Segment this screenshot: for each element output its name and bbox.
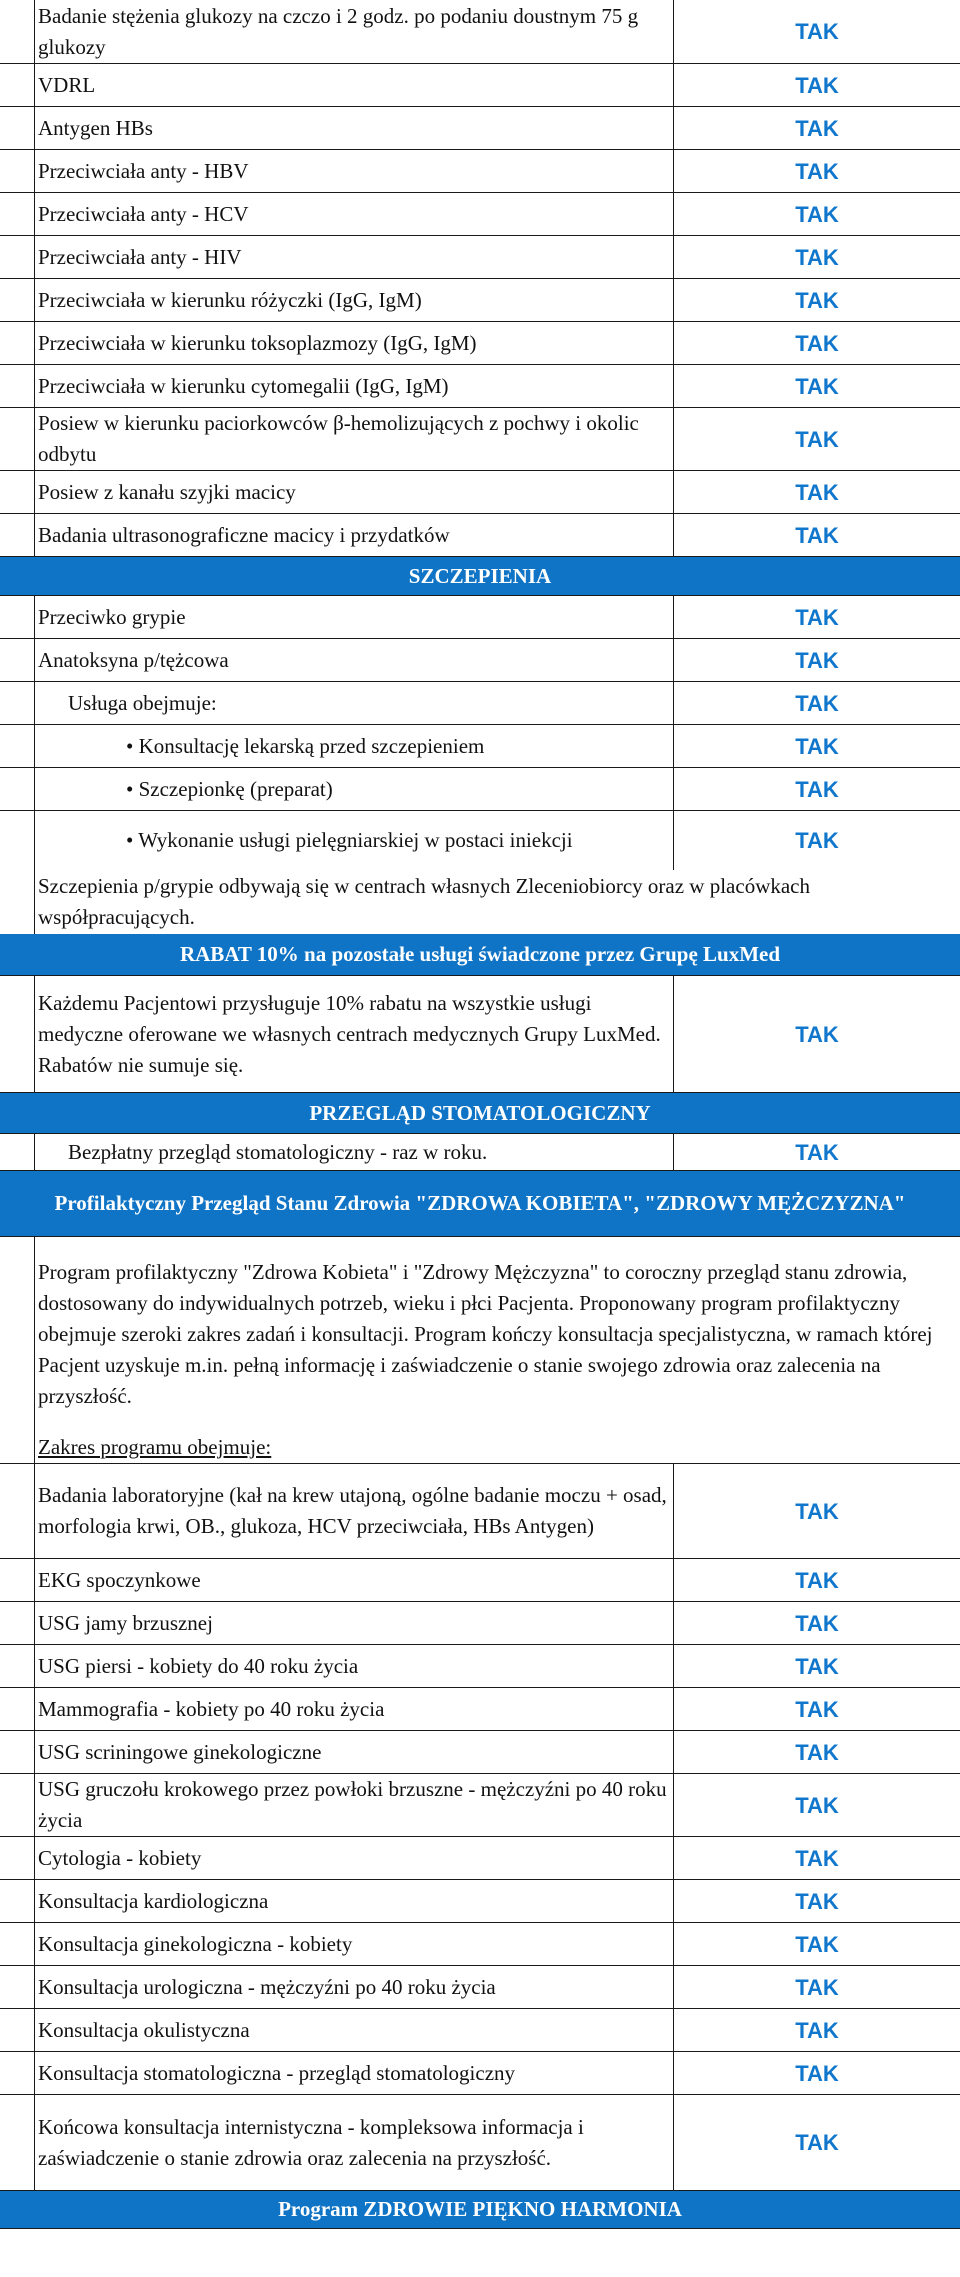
tak-value: TAK: [673, 1559, 960, 1601]
table-row: [0, 1464, 960, 1559]
tak-value: TAK: [673, 150, 960, 192]
service-name: • Wykonanie usługi pielęgniarskiej w postaci iniekcji: [126, 828, 573, 852]
table-row: [0, 514, 960, 557]
tak-value: TAK: [673, 107, 960, 149]
tak-value: TAK: [673, 1966, 960, 2008]
tak-value: TAK: [673, 976, 960, 1092]
tak-value: TAK: [673, 1837, 960, 1879]
table-row: [0, 408, 960, 471]
tak-value: TAK: [673, 811, 960, 870]
tak-value: TAK: [673, 514, 960, 556]
section-header-stomatologia: [0, 1093, 960, 1134]
table-row: [0, 1880, 960, 1923]
service-name: USG piersi - kobiety do 40 roku życia: [38, 1653, 359, 1678]
table-row: [0, 322, 960, 365]
service-name: Bezpłatny przegląd stomatologiczny - raz w roku.: [68, 1139, 488, 1164]
tak-value: TAK: [673, 322, 960, 364]
section-title: Profilaktyczny Przegląd Stanu Zdrowia "ZDROWA KOBIETA", "ZDROWY MĘŻCZYZNA": [54, 1191, 906, 1215]
table-row: [0, 279, 960, 322]
table-row: [0, 150, 960, 193]
tak-value: TAK: [673, 408, 960, 470]
service-name: EKG spoczynkowe: [38, 1567, 201, 1592]
tak-value: TAK: [673, 1688, 960, 1730]
service-name: Przeciwciała w kierunku cytomegalii (IgG, IgM): [38, 373, 449, 398]
service-name: • Szczepionkę (preparat): [126, 776, 333, 801]
tak-value: TAK: [673, 2009, 960, 2051]
table-row: [0, 1688, 960, 1731]
service-name: USG scriningowe ginekologiczne: [38, 1739, 322, 1764]
note-text: Szczepienia p/grypie odbywają się w centrach własnych Zleceniobiorcy oraz w placówkach współpracujących.: [38, 874, 811, 929]
tak-value: TAK: [673, 471, 960, 513]
table-row: [0, 811, 960, 870]
table-row: [0, 1966, 960, 2009]
section-header-rabat: [0, 934, 960, 976]
service-name: Antygen HBs: [38, 115, 153, 140]
tak-value: TAK: [673, 682, 960, 724]
tak-value: TAK: [673, 279, 960, 321]
section-header-program-zph: [0, 2191, 960, 2229]
section-title: PRZEGLĄD STOMATOLOGICZNY: [309, 1100, 651, 1125]
program-intro: [0, 1237, 960, 1432]
service-name: Posiew w kierunku paciorkowców β-hemolizujących z pochwy i okolic odbytu: [38, 411, 639, 466]
service-name: Anatoksyna p/tężcowa: [38, 647, 229, 672]
table-row: [0, 2009, 960, 2052]
table-row: [0, 1559, 960, 1602]
table-row: [0, 64, 960, 107]
service-name: VDRL: [38, 72, 96, 97]
tak-value: TAK: [673, 365, 960, 407]
service-name: Posiew z kanału szyjki macicy: [38, 479, 296, 504]
service-name: Przeciwciała w kierunku toksoplazmozy (IgG, IgM): [38, 330, 477, 355]
section-note: [0, 870, 960, 934]
tak-value: TAK: [673, 725, 960, 767]
table-row: [0, 768, 960, 811]
tak-value: TAK: [673, 193, 960, 235]
table-row: [0, 1602, 960, 1645]
service-name: Badania ultrasonograficzne macicy i przydatków: [38, 522, 450, 547]
tak-value: TAK: [673, 1731, 960, 1773]
tak-value: TAK: [673, 1880, 960, 1922]
tak-value: TAK: [673, 1134, 960, 1170]
service-name: Konsultacja stomatologiczna - przegląd stomatologiczny: [38, 2060, 516, 2085]
program-scope-label: [0, 1432, 960, 1464]
table-row: [0, 1923, 960, 1966]
table-row: [0, 1645, 960, 1688]
table-row: [0, 1774, 960, 1837]
tak-value: TAK: [673, 1645, 960, 1687]
table-row: [0, 0, 960, 64]
table-row: [0, 1731, 960, 1774]
service-name: Badanie stężenia glukozy na czczo i 2 godz. po podaniu doustnym 75 g glukozy: [38, 3, 639, 59]
table-row: [0, 107, 960, 150]
table-row: [0, 471, 960, 514]
table-row: [0, 365, 960, 408]
service-name: USG jamy brzusznej: [38, 1610, 213, 1635]
service-name: • Konsultację lekarską przed szczepieniem: [126, 733, 485, 758]
tak-value: TAK: [673, 236, 960, 278]
tak-value: TAK: [673, 596, 960, 638]
section-title: RABAT 10% na pozostałe usługi świadczone przez Grupę LuxMed: [179, 942, 781, 966]
service-name: Badania laboratoryjne (kał na krew utajoną, ogólne badanie moczu + osad, morfologia krwi, OB., glukoza, HCV przeciwciała, HBs Antygen): [38, 1483, 667, 1538]
tak-value: TAK: [673, 1464, 960, 1558]
tak-value: TAK: [673, 2052, 960, 2094]
service-name: Konsultacja kardiologiczna: [38, 1888, 269, 1913]
service-name: Mammografia - kobiety po 40 roku życia: [38, 1696, 385, 1721]
table-row: [0, 236, 960, 279]
service-name: USG gruczołu krokowego przez powłoki brzuszne - mężczyźni po 40 roku życia: [38, 1777, 667, 1832]
tak-value: TAK: [673, 64, 960, 106]
service-name: Przeciwko grypie: [38, 604, 186, 629]
service-name: Usługa obejmuje:: [68, 690, 217, 715]
service-name: Każdemu Pacjentowi przysługuje 10% rabatu na wszystkie usługi medyczne oferowane we własnych centrach medycznych Grupy LuxMed. Rabatów nie sumuje się.: [38, 990, 661, 1077]
table-row: [0, 1134, 960, 1171]
service-name: Przeciwciała w kierunku różyczki (IgG, IgM): [38, 287, 422, 312]
table-row: [0, 2052, 960, 2095]
table-row: [0, 2095, 960, 2191]
table-row: [0, 725, 960, 768]
tak-value: TAK: [673, 639, 960, 681]
tak-value: TAK: [673, 768, 960, 810]
intro-text: Program profilaktyczny "Zdrowa Kobieta" i "Zdrowy Mężczyzna" to coroczny przegląd stanu zdrowia, dostosowany do indywidualnych potrzeb, wieku i płci Pacjenta. Proponowany program profilaktyczny obejmuje szeroki zakres zadań i konsultacji. Program kończy konsultacja specjalistyczna, w ramach której Pacjent uzyskuje m.in. pełną informację i zaświadczenie o stanie swojego zdrowia oraz zalecenia na przyszłość.: [38, 1260, 933, 1408]
service-name: Przeciwciała anty - HBV: [38, 158, 249, 183]
table-row: [0, 682, 960, 725]
tak-value: TAK: [673, 2095, 960, 2190]
service-name: Konsultacja okulistyczna: [38, 2017, 250, 2042]
table-row: [0, 596, 960, 639]
service-name: Przeciwciała anty - HCV: [38, 201, 249, 226]
section-header-szczepienia: [0, 557, 960, 596]
table-row: [0, 976, 960, 1093]
section-title: Program ZDROWIE PIĘKNO HARMONIA: [278, 2197, 682, 2221]
service-name: Końcowa konsultacja internistyczna - kompleksowa informacja i zaświadczenie o stanie zdrowia oraz zalecenia na przyszłość.: [38, 2114, 584, 2170]
tak-value: TAK: [673, 1774, 960, 1836]
service-name: Konsultacja urologiczna - mężczyźni po 40 roku życia: [38, 1974, 496, 1999]
section-title: SZCZEPIENIA: [408, 563, 552, 588]
section-header-profilaktyka: [0, 1171, 960, 1237]
table-row: [0, 639, 960, 682]
tak-value: TAK: [673, 0, 960, 63]
tak-value: TAK: [673, 1923, 960, 1965]
scope-label: Zakres programu obejmuje:: [38, 1435, 272, 1459]
service-name: Przeciwciała anty - HIV: [38, 244, 242, 269]
table-row: [0, 1837, 960, 1880]
tak-value: TAK: [673, 1602, 960, 1644]
service-name: Cytologia - kobiety: [38, 1845, 202, 1870]
table-row: [0, 193, 960, 236]
service-name: Konsultacja ginekologiczna - kobiety: [38, 1931, 353, 1956]
